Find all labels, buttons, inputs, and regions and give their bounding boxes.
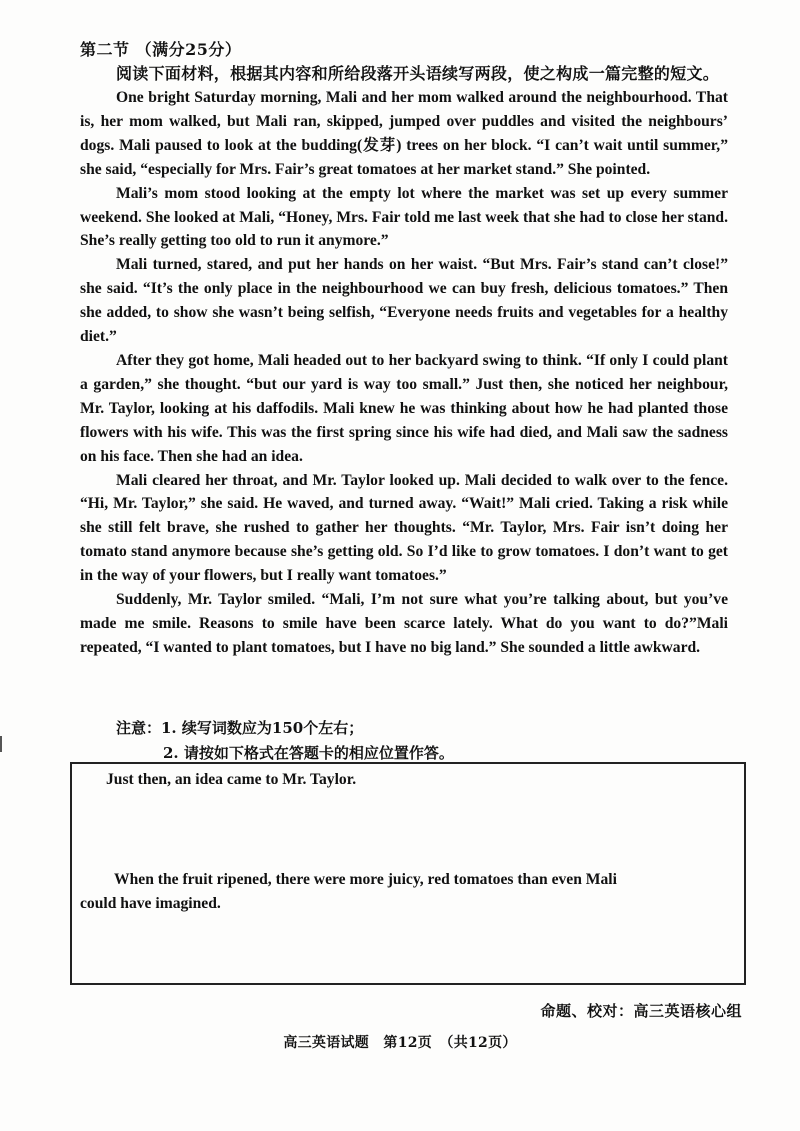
- passage-paragraph: One bright Saturday morning, Mali and her mom walked around the neighbourhood. That is, her mom walked, but Mali ran, skipped, jumped over puddles and visited the neighbours’ dogs. Mali paused to look at the budding(发芽) trees on her block. “I can’t wait until summer,” she said, “especially for Mrs. Fair’s great tomatoes at her market stand.” She pointed.: [80, 89, 728, 178]
- writing-notes: [116, 716, 454, 766]
- paragraph-opening-1: Just then, an idea came to Mr. Taylor.: [106, 771, 357, 788]
- note-answer-format: 2. 请按如下格式在答题卡的相应位置作答。: [163, 744, 454, 762]
- passage-paragraph: Suddenly, Mr. Taylor smiled. “Mali, I’m not sure what you’re talking about, but you’ve made me smile. Reasons to smile have been scarce lately. What do you want to do?”Mali repeated, “I wanted to plant tomatoes, but I have no big land.” She sounded a little awkward.: [80, 591, 728, 656]
- note-word-count: 注意：1. 续写词数应为150个左右；: [116, 719, 364, 737]
- section-instruction: 阅读下面材料，根据其内容和所给段落开头语续写两段，使之构成一篇完整的短文。: [116, 64, 720, 83]
- binding-edge-mark: [0, 736, 2, 752]
- passage-paragraph: Mali turned, stared, and put her hands on her waist. “But Mrs. Fair’s stand can’t close!” she said. “It’s the only place in the neighbourhood we can buy fresh, delicious tomatoes.” Then she added, to show she wasn’t being selfish, “Everyone needs fruits and vegetables for a healthy diet.”: [80, 256, 728, 346]
- passage-paragraph: After they got home, Mali headed out to her backyard swing to think. “If only I could plant a garden,” she thought. “but our yard is way too small.” Just then, she noticed her neighbour, Mr. Taylor, looking at his daffodils. Mali knew he was thinking about how he had planted those flowers with his wife. This was the first spring since his wife had died, and Mali saw the sadness on his face. Then she had an idea.: [80, 351, 728, 465]
- section-title: 第二节 （满分25分）: [80, 40, 242, 59]
- paragraph-opening-2: When the fruit ripened, there were more juicy, red tomatoes than even Mali: [114, 871, 617, 888]
- credits: 命题、校对：高三英语核心组: [540, 1002, 742, 1020]
- reading-passage: [80, 86, 728, 660]
- paragraph-opening-2-continued: could have imagined.: [80, 895, 221, 912]
- passage-paragraph: Mali cleared her throat, and Mr. Taylor looked up. Mali decided to walk over to the fence. “Hi, Mr. Taylor,” she said. He waved, and turned away. “Wait!” Mali cried. Taking a risk while she still felt brave, she rushed to gather her thoughts. “Mr. Taylor, Mrs. Fair isn’t doing her tomato stand anymore because she’s getting old. So I’d like to grow tomatoes. I don’t want to get in the way of your flowers, but I really want tomatoes.”: [80, 471, 728, 585]
- page-footer: 高三英语试题 第12页 （共12页）: [283, 1035, 517, 1051]
- answer-box: [70, 762, 746, 985]
- passage-paragraph: Mali’s mom stood looking at the empty lot where the market was set up every summer weekend. She looked at Mali, “Honey, Mrs. Fair told me last week that she had to close her stand. She’s really getting too old to run it anymore.”: [80, 184, 728, 250]
